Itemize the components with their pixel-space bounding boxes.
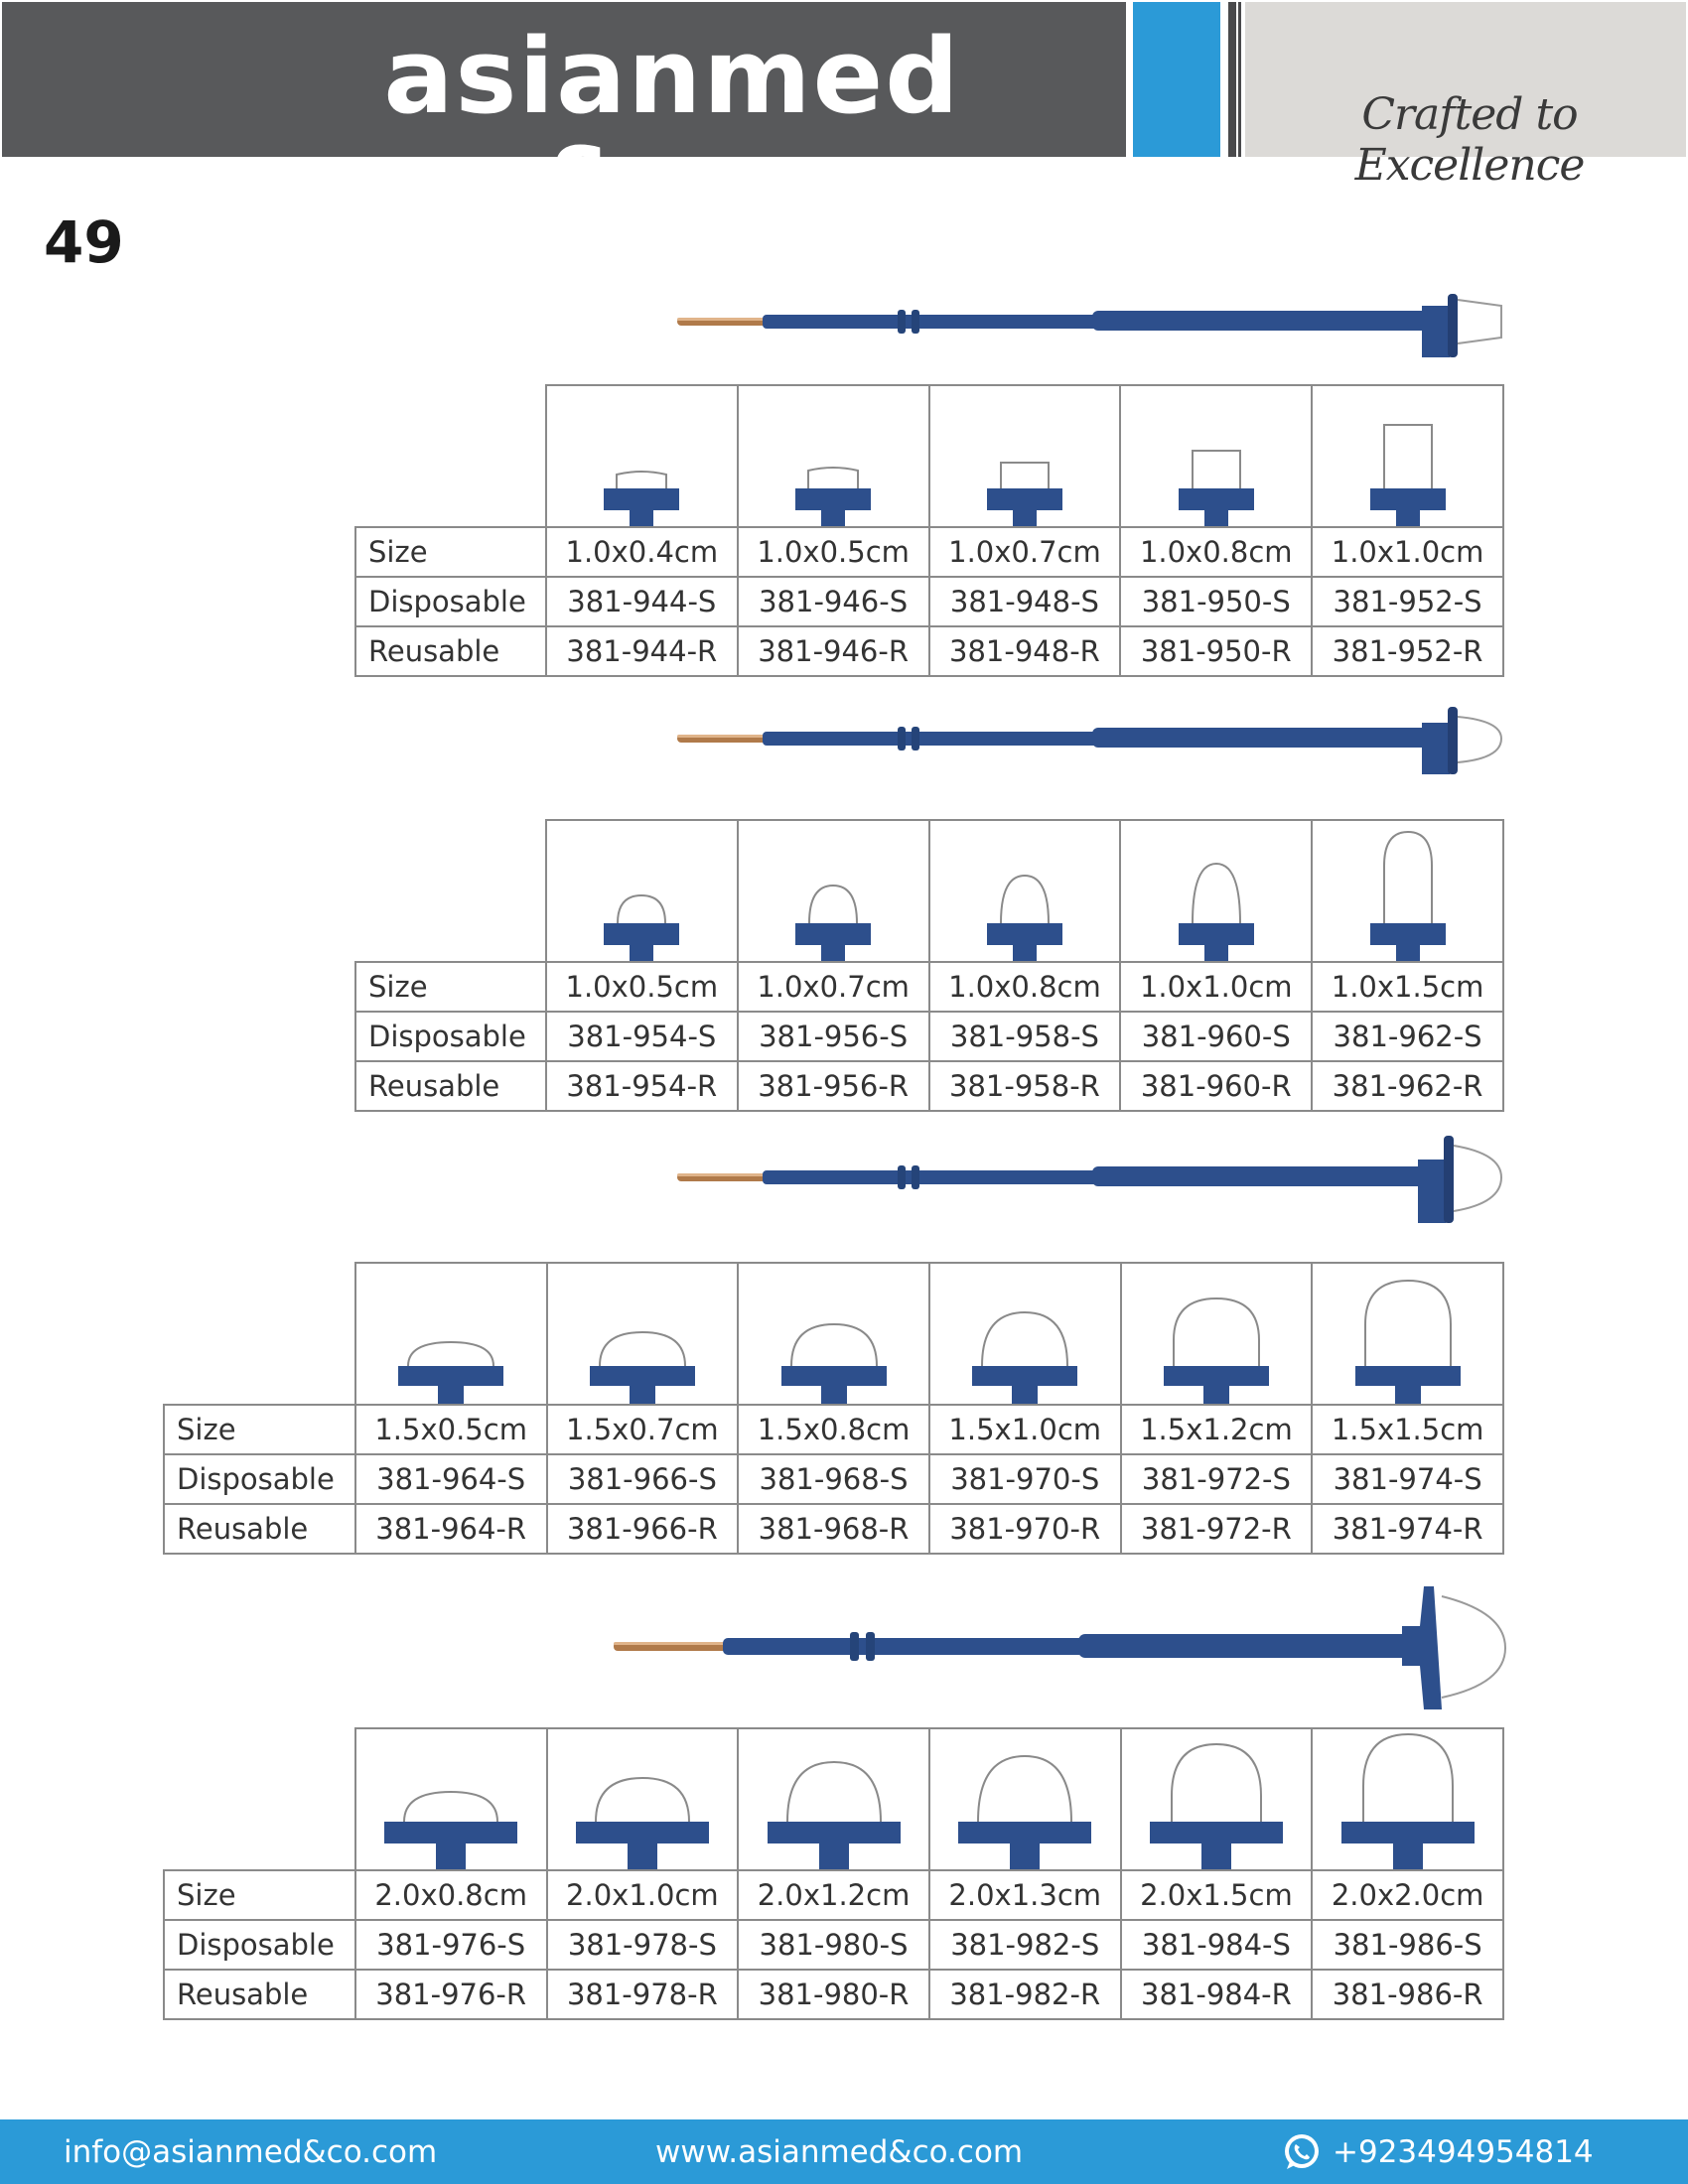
wide-loop-electrode-icon bbox=[1142, 1736, 1291, 1869]
disposable-code: 381-968-S bbox=[738, 1454, 929, 1504]
reusable-code: 381-978-R bbox=[547, 1970, 739, 2019]
disposable-code: 381-944-S bbox=[546, 577, 738, 626]
reusable-code: 381-974-R bbox=[1312, 1504, 1503, 1554]
size-cell: 2.0x2.0cm bbox=[1312, 1870, 1503, 1920]
electrode-thumb bbox=[1121, 1728, 1313, 1870]
disposable-code: 381-950-S bbox=[1120, 577, 1312, 626]
disposable-code: 381-948-S bbox=[929, 577, 1121, 626]
wide-loop-electrode-icon bbox=[376, 1770, 525, 1869]
reusable-label: Reusable bbox=[355, 626, 546, 676]
reusable-code: 381-966-R bbox=[547, 1504, 739, 1554]
round-loop-electrode-icon bbox=[1152, 1291, 1281, 1404]
disposable-code: 381-966-S bbox=[547, 1454, 739, 1504]
size-cell: 1.0x0.5cm bbox=[546, 962, 738, 1012]
square-loop-electrode-icon bbox=[1348, 417, 1468, 526]
electrode-wide-loop-image bbox=[612, 1584, 1509, 1711]
disposable-label: Disposable bbox=[355, 1012, 546, 1061]
round-loop-electrode-icon bbox=[774, 872, 893, 961]
electrode-thumb bbox=[929, 820, 1121, 962]
table-corner bbox=[164, 1728, 355, 1870]
electrode-thumb bbox=[1312, 1728, 1503, 1870]
disposable-code: 381-984-S bbox=[1121, 1920, 1313, 1970]
electrode-thumb bbox=[547, 1728, 739, 1870]
reusable-code: 381-962-R bbox=[1312, 1061, 1503, 1111]
wide-loop-electrode-icon bbox=[1334, 1730, 1482, 1869]
reusable-code: 381-958-R bbox=[929, 1061, 1121, 1111]
electrode-square-loop-image bbox=[675, 286, 1509, 365]
size-label: Size bbox=[164, 1870, 355, 1920]
product-table-3 bbox=[163, 1262, 1504, 1555]
footer-email-link[interactable]: info@asianmed&co.com bbox=[64, 2134, 438, 2170]
reusable-code: 381-960-R bbox=[1120, 1061, 1312, 1111]
size-cell: 1.5x1.2cm bbox=[1121, 1405, 1313, 1454]
header-divider-thin bbox=[1238, 2, 1241, 157]
reusable-code: 381-986-R bbox=[1312, 1970, 1503, 2019]
disposable-code: 381-958-S bbox=[929, 1012, 1121, 1061]
reusable-code: 381-968-R bbox=[738, 1504, 929, 1554]
electrode-thumb bbox=[738, 1728, 929, 1870]
reusable-code: 381-950-R bbox=[1120, 626, 1312, 676]
electrode-thumb bbox=[1121, 1263, 1313, 1405]
product-table-1 bbox=[354, 384, 1504, 677]
header-divider bbox=[1228, 2, 1236, 157]
size-cell: 1.5x1.5cm bbox=[1312, 1405, 1503, 1454]
footer-website-link[interactable]: www.asianmed&co.com bbox=[655, 2134, 1024, 2170]
disposable-code: 381-986-S bbox=[1312, 1920, 1503, 1970]
table-corner bbox=[355, 385, 546, 527]
electrode-thumb bbox=[929, 1728, 1121, 1870]
size-cell: 1.0x0.8cm bbox=[929, 962, 1121, 1012]
electrode-thumb bbox=[929, 1263, 1121, 1405]
electrode-thumb bbox=[546, 820, 738, 962]
table-corner bbox=[164, 1263, 355, 1405]
reusable-code: 381-956-R bbox=[738, 1061, 929, 1111]
size-cell: 1.0x0.7cm bbox=[929, 527, 1121, 577]
square-loop-electrode-icon bbox=[774, 447, 893, 526]
disposable-code: 381-946-S bbox=[738, 577, 929, 626]
electrode-thumb bbox=[738, 820, 929, 962]
disposable-code: 381-964-S bbox=[355, 1454, 547, 1504]
size-cell: 1.0x0.8cm bbox=[1120, 527, 1312, 577]
reusable-code: 381-970-R bbox=[929, 1504, 1121, 1554]
electrode-thumb bbox=[929, 385, 1121, 527]
reusable-code: 381-948-R bbox=[929, 626, 1121, 676]
electrode-thumb bbox=[738, 385, 929, 527]
size-cell: 2.0x0.8cm bbox=[355, 1870, 547, 1920]
reusable-label: Reusable bbox=[355, 1061, 546, 1111]
size-cell: 1.0x1.0cm bbox=[1312, 527, 1503, 577]
reusable-code: 381-984-R bbox=[1121, 1970, 1313, 2019]
electrode-thumb bbox=[1120, 820, 1312, 962]
size-cell: 1.5x0.5cm bbox=[355, 1405, 547, 1454]
reusable-code: 381-964-R bbox=[355, 1504, 547, 1554]
square-loop-electrode-icon bbox=[1157, 437, 1276, 526]
header-blue-stripe bbox=[1133, 2, 1220, 157]
square-loop-electrode-icon bbox=[582, 447, 701, 526]
electrode-thumb bbox=[738, 1263, 929, 1405]
wide-loop-electrode-icon bbox=[568, 1760, 717, 1869]
size-cell: 1.0x0.5cm bbox=[738, 527, 929, 577]
size-label: Size bbox=[164, 1405, 355, 1454]
disposable-code: 381-972-S bbox=[1121, 1454, 1313, 1504]
reusable-code: 381-944-R bbox=[546, 626, 738, 676]
disposable-code: 381-960-S bbox=[1120, 1012, 1312, 1061]
electrode-thumb bbox=[546, 385, 738, 527]
page-footer bbox=[0, 2119, 1688, 2184]
wide-loop-electrode-icon bbox=[950, 1744, 1099, 1869]
page-number: 49 bbox=[44, 208, 124, 276]
disposable-code: 381-962-S bbox=[1312, 1012, 1503, 1061]
footer-phone-link[interactable]: +923494954814 bbox=[1333, 2134, 1594, 2170]
product-table-2 bbox=[354, 819, 1504, 1112]
electrode-thumb bbox=[1120, 385, 1312, 527]
disposable-code: 381-976-S bbox=[355, 1920, 547, 1970]
size-cell: 1.0x1.5cm bbox=[1312, 962, 1503, 1012]
disposable-label: Disposable bbox=[164, 1454, 355, 1504]
size-cell: 1.0x1.0cm bbox=[1120, 962, 1312, 1012]
size-cell: 2.0x1.0cm bbox=[547, 1870, 739, 1920]
size-cell: 2.0x1.3cm bbox=[929, 1870, 1121, 1920]
electrode-thumb bbox=[355, 1728, 547, 1870]
reusable-code: 381-982-R bbox=[929, 1970, 1121, 2019]
reusable-code: 381-946-R bbox=[738, 626, 929, 676]
round-loop-electrode-icon bbox=[1157, 852, 1276, 961]
size-cell: 2.0x1.5cm bbox=[1121, 1870, 1313, 1920]
reusable-code: 381-952-R bbox=[1312, 626, 1503, 676]
disposable-code: 381-974-S bbox=[1312, 1454, 1503, 1504]
whatsapp-icon bbox=[1281, 2131, 1323, 2173]
size-cell: 1.5x0.8cm bbox=[738, 1405, 929, 1454]
size-cell: 1.0x0.7cm bbox=[738, 962, 929, 1012]
disposable-code: 381-982-S bbox=[929, 1920, 1121, 1970]
table-corner bbox=[355, 820, 546, 962]
disposable-code: 381-980-S bbox=[738, 1920, 929, 1970]
reusable-code: 381-976-R bbox=[355, 1970, 547, 2019]
size-cell: 2.0x1.2cm bbox=[738, 1870, 929, 1920]
round-loop-electrode-icon bbox=[770, 1312, 899, 1404]
wide-loop-electrode-icon bbox=[760, 1748, 909, 1869]
disposable-code: 381-956-S bbox=[738, 1012, 929, 1061]
disposable-code: 381-970-S bbox=[929, 1454, 1121, 1504]
brand-logo: asianmed & co bbox=[383, 16, 961, 246]
reusable-code: 381-972-R bbox=[1121, 1504, 1313, 1554]
product-table-4 bbox=[163, 1727, 1504, 2020]
reusable-code: 381-980-R bbox=[738, 1970, 929, 2019]
electrode-round-loop-image bbox=[675, 701, 1509, 780]
round-loop-electrode-icon bbox=[578, 1318, 707, 1404]
size-cell: 1.5x1.0cm bbox=[929, 1405, 1121, 1454]
disposable-code: 381-978-S bbox=[547, 1920, 739, 1970]
size-label: Size bbox=[355, 527, 546, 577]
electrode-thumb bbox=[547, 1263, 739, 1405]
electrode-thumb bbox=[355, 1263, 547, 1405]
round-loop-electrode-icon bbox=[582, 882, 701, 961]
round-loop-electrode-icon bbox=[386, 1328, 515, 1404]
square-loop-electrode-icon bbox=[965, 447, 1084, 526]
reusable-label: Reusable bbox=[164, 1504, 355, 1554]
disposable-label: Disposable bbox=[355, 577, 546, 626]
round-loop-electrode-icon bbox=[960, 1302, 1089, 1404]
size-label: Size bbox=[355, 962, 546, 1012]
round-loop-electrode-icon bbox=[1343, 1275, 1473, 1404]
electrode-thumb bbox=[1312, 1263, 1503, 1405]
reusable-label: Reusable bbox=[164, 1970, 355, 2019]
size-cell: 1.0x0.4cm bbox=[546, 527, 738, 577]
electrode-thumb bbox=[1312, 820, 1503, 962]
round-loop-electrode-icon bbox=[965, 862, 1084, 961]
brand-tagline: Crafted to Excellence bbox=[1354, 89, 1585, 191]
size-cell: 1.5x0.7cm bbox=[547, 1405, 739, 1454]
reusable-code: 381-954-R bbox=[546, 1061, 738, 1111]
electrode-thumb bbox=[1312, 385, 1503, 527]
disposable-code: 381-952-S bbox=[1312, 577, 1503, 626]
electrode-round-loop-image bbox=[675, 1132, 1509, 1227]
round-loop-electrode-icon bbox=[1348, 826, 1468, 961]
disposable-label: Disposable bbox=[164, 1920, 355, 1970]
disposable-code: 381-954-S bbox=[546, 1012, 738, 1061]
